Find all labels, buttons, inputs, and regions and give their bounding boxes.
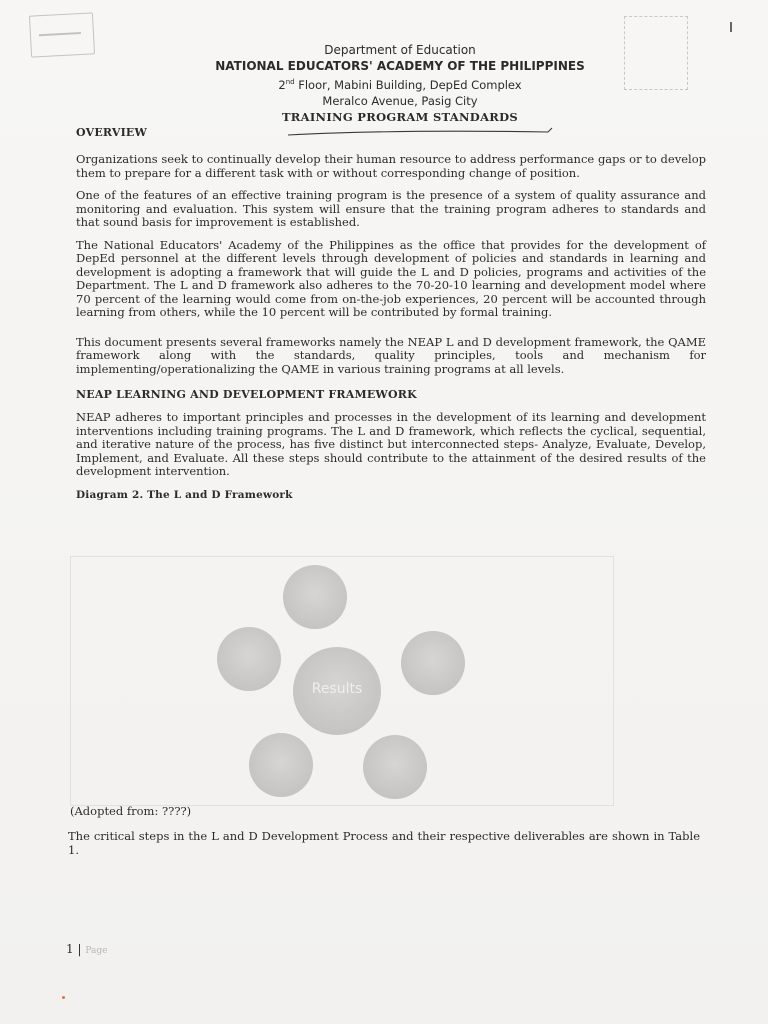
floor-building: Floor, Mabini Building, DepEd Complex <box>294 77 522 92</box>
page-word: Page <box>85 946 108 956</box>
overview-paragraph-3: The National Educators' Academy of the Philippines as the office that provides for the development of DepEd personnel at the different levels through development of policies and standards in learning and development is adopting a framework that will guide the L and D policies, programs and activities of the Department. The L and D framework also adheres to the 70-20-10 learning and development model where 70 percent of the learning would come from on-the-job experiences, 20 percent will be accounted through learning from others, while the 10 percent will be contributed by formal training. <box>76 237 706 319</box>
overview-paragraph-1: Organizations seek to continually develop their human resource to address performance gaps or to develop them to prepare for a different task with or without corresponding change of position. <box>76 152 706 180</box>
floor-suffix: nd <box>285 78 295 86</box>
closing-paragraph: The critical steps in the L and D Development Process and their respective deliverables are shown in Table 1. <box>68 829 700 857</box>
results-circle <box>293 647 381 735</box>
document-body <box>76 124 706 501</box>
step-circle-top <box>283 565 347 629</box>
address-city: Meralco Avenue, Pasig City <box>322 93 478 108</box>
overview-paragraph-2: One of the features of an effective training program is the presence of a system of quality assurance and monitoring and evaluation. This system will ensure that the training program adheres to standards and that sound basis for improvement is established. <box>76 188 706 229</box>
overview-paragraph-4: This document presents several frameworks namely the NEAP L and D development framework, the QAME framework along with the standards, quality principles, tools and mechanism for implementing/operationalizing the QAME in various training programs at all levels. <box>76 334 706 376</box>
floor-number: 2 <box>278 77 286 92</box>
pen-mark <box>730 22 732 32</box>
step-circle-left <box>217 627 281 691</box>
page-number: 1 | <box>66 942 82 956</box>
diagram-caption: Diagram 2. The L and D Framework <box>76 488 293 501</box>
ld-framework-diagram <box>70 556 614 806</box>
adopted-from-note: (Adopted from: ????) <box>70 804 192 818</box>
department-name: Department of Education <box>324 43 476 57</box>
address-floor <box>150 74 650 93</box>
results-label: Results <box>311 681 363 697</box>
step-circle-bottom-right <box>363 735 427 799</box>
step-circle-right <box>401 631 465 695</box>
ink-dot <box>62 996 65 999</box>
document-title: TRAINING PROGRAM STANDARDS <box>281 109 519 124</box>
receiving-stamp <box>29 12 95 57</box>
overview-heading: OVERVIEW <box>76 126 148 139</box>
page-footer <box>66 942 107 956</box>
framework-heading: NEAP LEARNING AND DEVELOPMENT FRAMEWORK <box>76 388 417 401</box>
step-circle-bottom-left <box>249 733 313 797</box>
academy-name: NATIONAL EDUCATORS' ACADEMY OF THE PHILIPPINES <box>215 59 585 73</box>
letterhead <box>150 42 650 125</box>
framework-paragraph: NEAP adheres to important principles and processes in the development of its learning and development interventions including training programs. The L and D framework, which reflects the cyclical, sequential, and iterative nature of the process, has five distinct but interconnected steps- Analyze, Evaluate, Develop, Implement, and Evaluate. All these steps should contribute to the attainment of the desired results of the development intervention. <box>76 410 706 478</box>
